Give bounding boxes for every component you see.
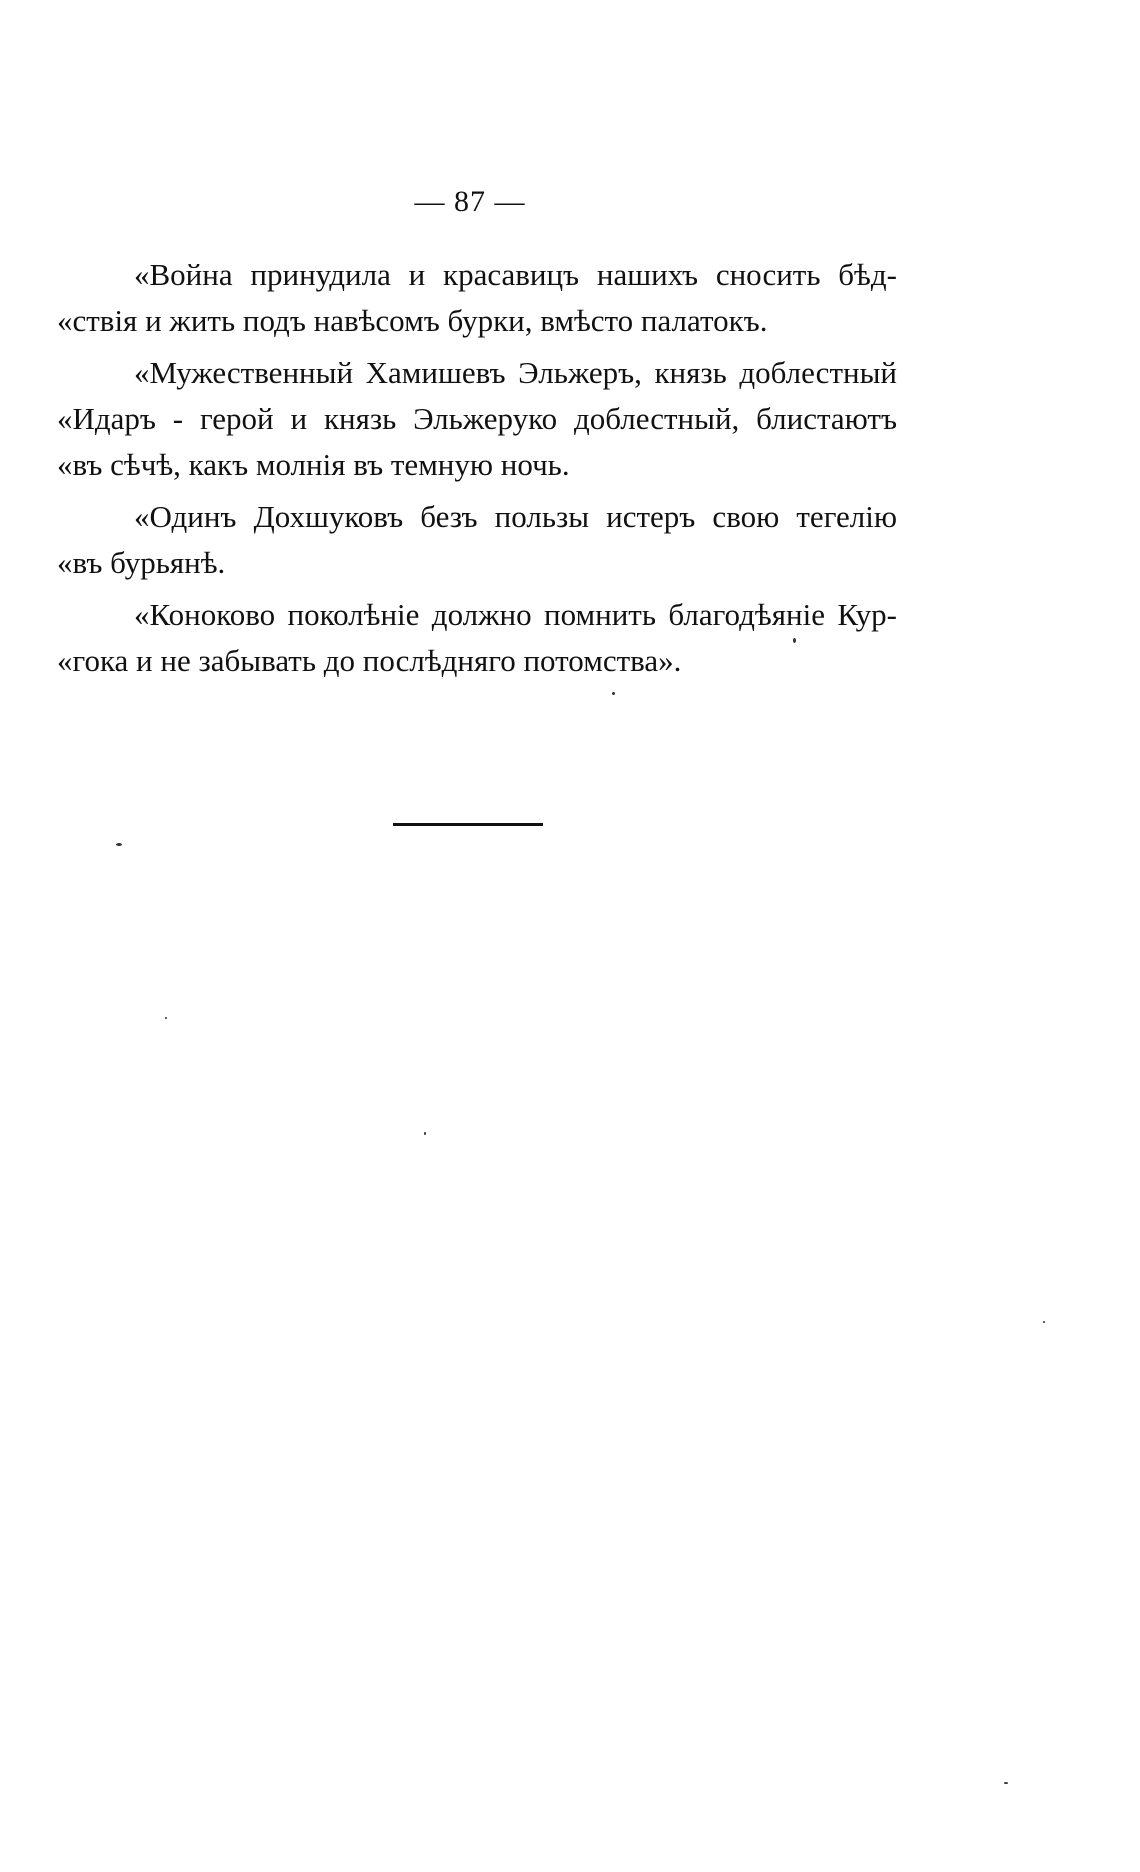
text-line: «ствія и жить подъ навѣсомъ бурки, вмѣсто палатокъ.	[57, 303, 768, 338]
text-line: «Мужественный Хамишевъ Эльжеръ, князь доблестный	[134, 355, 897, 390]
paragraph-4	[57, 592, 897, 684]
text-line: «Война принудила и красавицъ нашихъ сносить бѣд-	[134, 257, 897, 292]
scan-speck	[424, 1132, 426, 1135]
scan-speck	[612, 692, 615, 695]
scan-speck	[793, 638, 796, 643]
page-number: — 87 —	[414, 185, 526, 218]
scan-speck	[1004, 1782, 1008, 1784]
text-line: «въ сѣчѣ, какъ молнія въ темную ночь.	[57, 447, 570, 482]
paragraph-2	[57, 350, 897, 488]
text-line: «Одинъ Дохшуковъ безъ пользы истеръ свою тегелію	[134, 499, 897, 534]
text-line: «въ бурьянѣ.	[57, 545, 226, 580]
scan-speck	[116, 843, 122, 846]
text-line: «Коноково поколѣніе должно помнить благодѣяніе Кур-	[134, 597, 897, 632]
text-line: «Идаръ - герой и князь Эльжеруко доблестный, блистаютъ	[57, 401, 897, 436]
paragraph-3	[57, 494, 897, 586]
body-text	[57, 252, 897, 690]
section-divider	[393, 823, 543, 826]
scan-speck	[165, 1017, 167, 1019]
text-line: «гока и не забывать до послѣдняго потомства».	[57, 643, 682, 678]
scan-speck	[1043, 1321, 1045, 1323]
paragraph-1	[57, 252, 897, 344]
